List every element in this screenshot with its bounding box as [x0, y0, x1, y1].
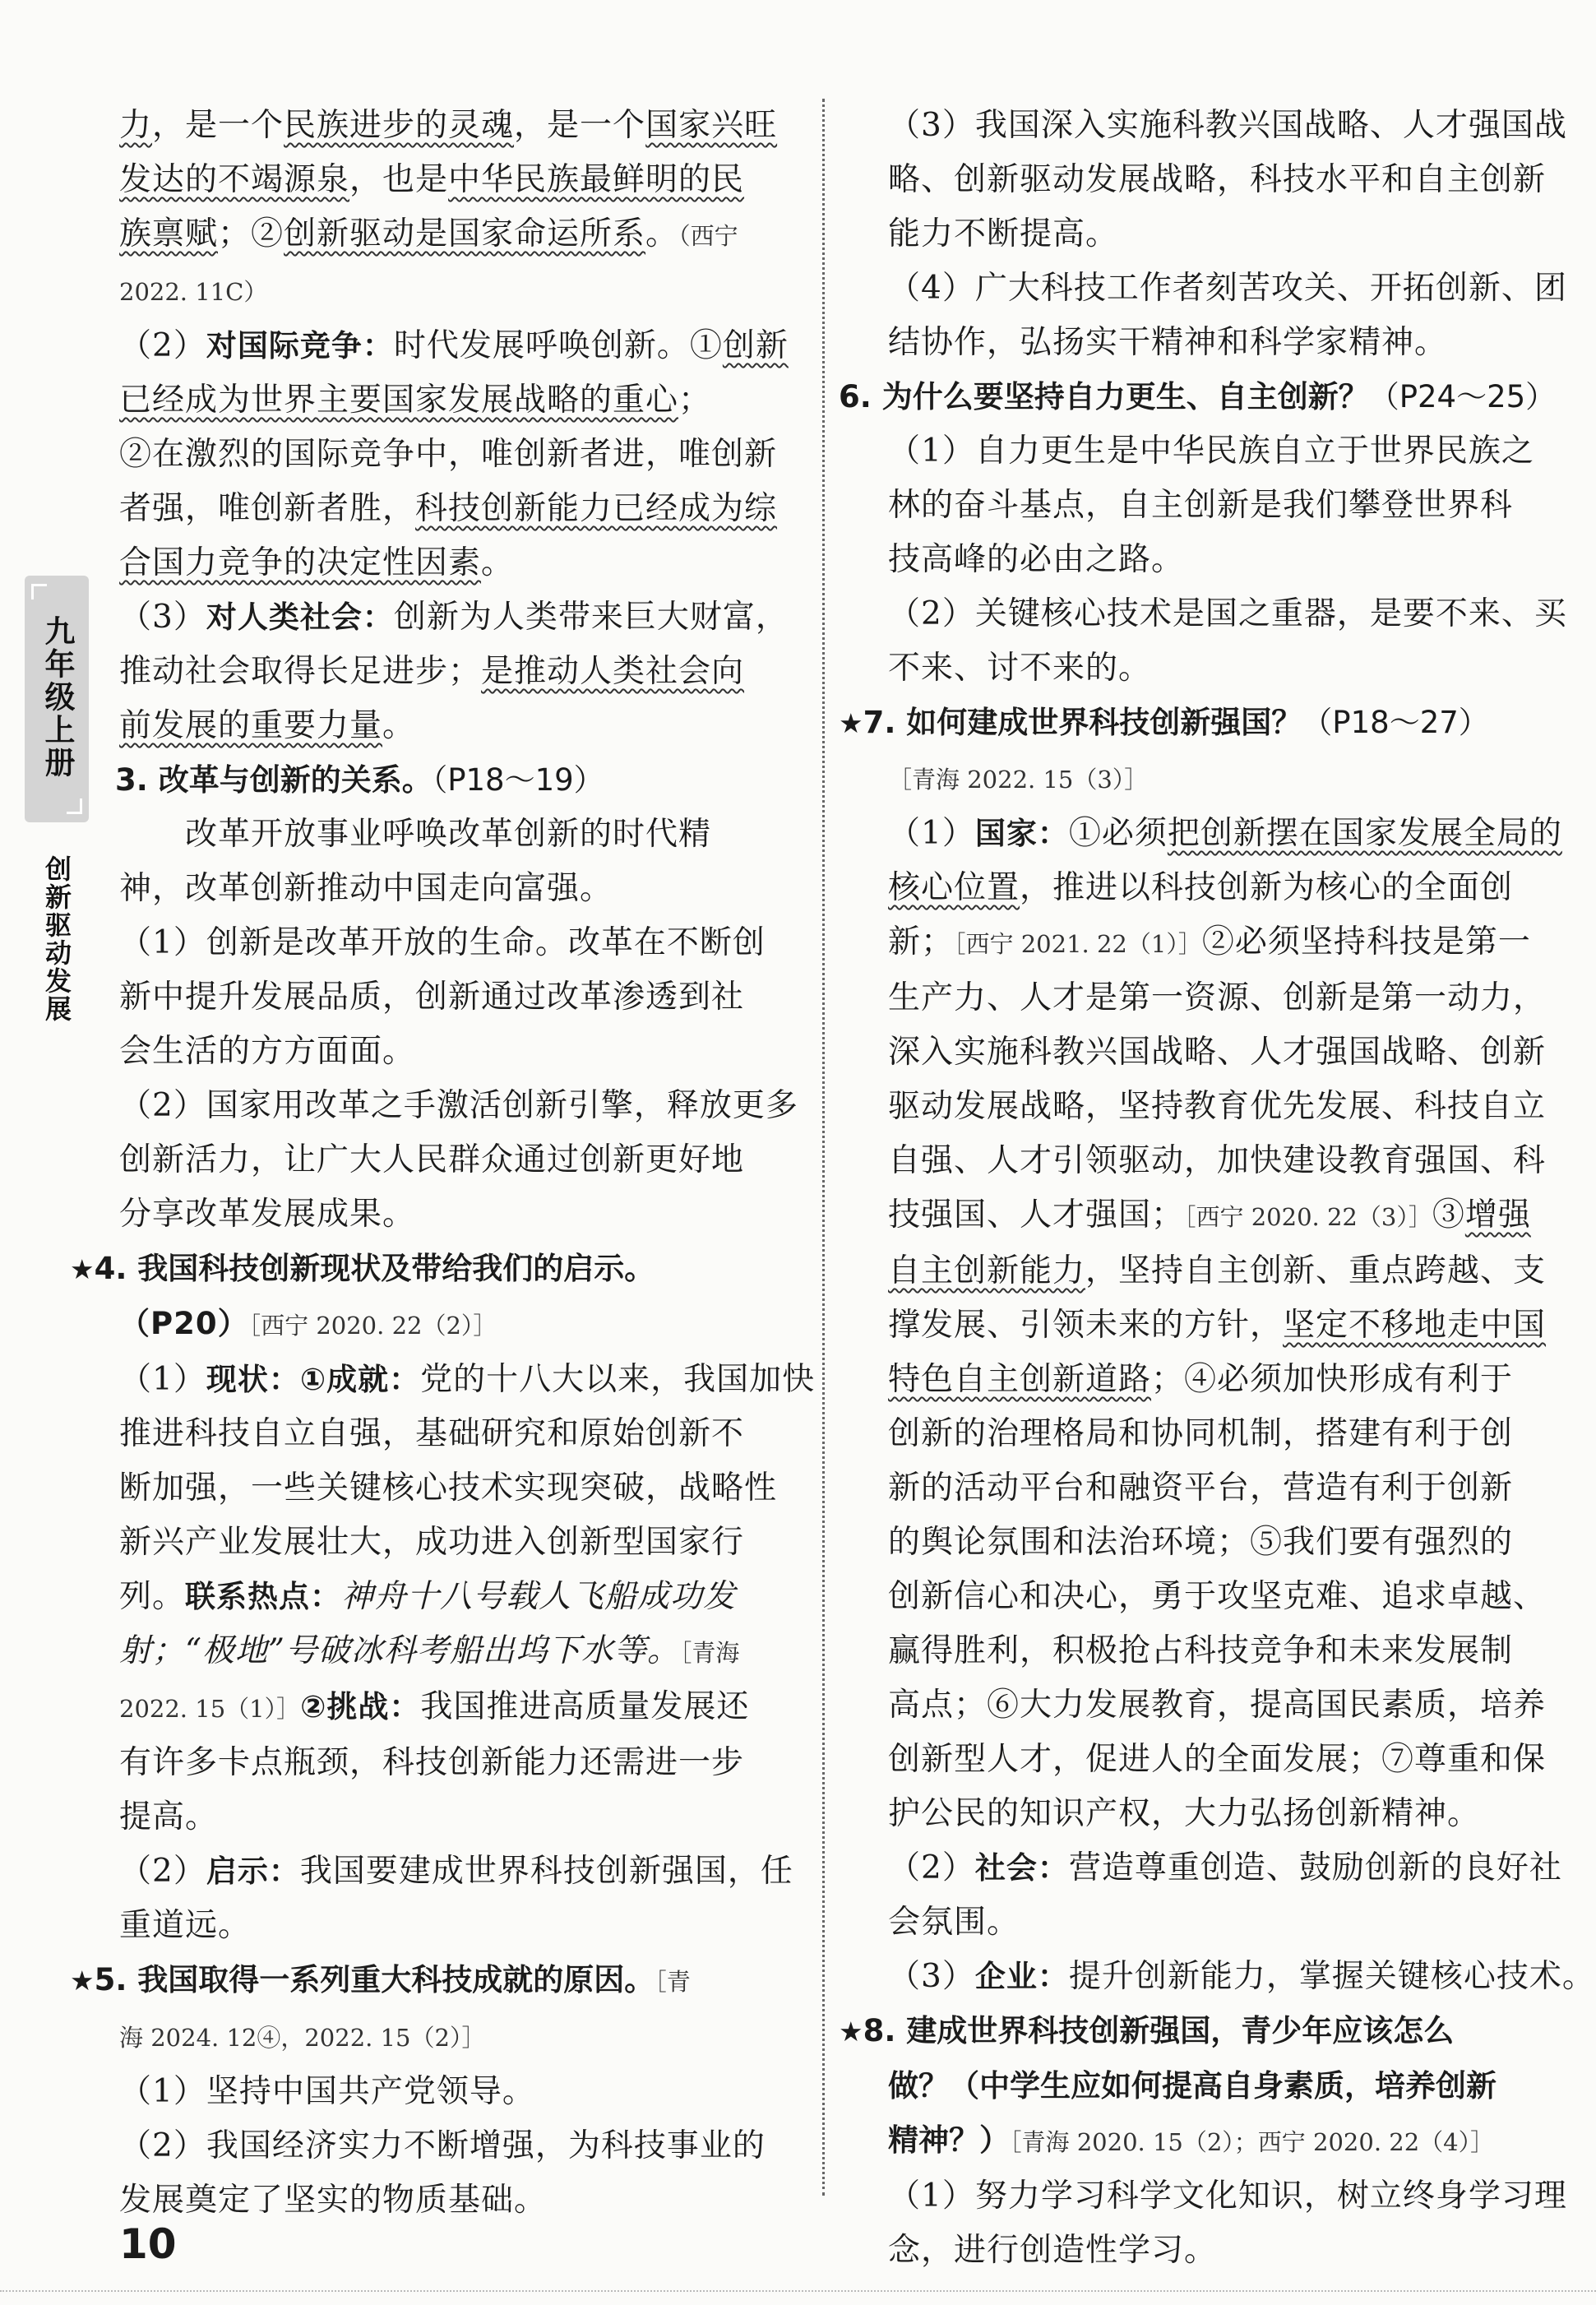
- text-line: 有许多卡点瓶颈，科技创新能力还需进一步: [119, 1744, 745, 1781]
- key-term: 对人类社会：: [206, 599, 394, 635]
- text-line: 族禀赋；②创新驱动是国家命运所系。（西宁: [119, 215, 738, 252]
- star-icon: ★: [70, 1965, 95, 1997]
- text-line: 深入实施科教兴国战略、人才强国战略、创新: [888, 1034, 1547, 1071]
- text-line: [843, 751, 1517, 807]
- column-divider: [822, 99, 825, 2196]
- text-line: 新的活动平台和融资平台，营造有利于创新: [888, 1470, 1514, 1507]
- source-ref: ［西宁 2020. 22（2）］: [248, 1312, 497, 1340]
- key-term: 社会：: [974, 1850, 1069, 1886]
- text-line: 发展奠定了坚实的物质基础。: [119, 2182, 548, 2219]
- text-line: [119, 263, 802, 319]
- text-line: 护公民的知识产权，大力弘扬创新精神。: [888, 1795, 1481, 1832]
- text-line: 自主创新能力，坚持自主创新、重点跨越、支: [888, 1252, 1547, 1289]
- key-term: 国家：: [974, 816, 1069, 851]
- text-line: 特色自主创新道路；④必须加快形成有利于: [888, 1361, 1514, 1398]
- text-line: 创新型人才，促进人的全面发展；⑦尊重和保: [888, 1741, 1547, 1778]
- text-line: （1）国家：①必须把创新摆在国家发展全局的: [888, 815, 1562, 852]
- text-line: 发达的不竭源泉，也是中华民族最鲜明的民: [119, 161, 745, 198]
- key-term: ②挑战：: [300, 1689, 421, 1724]
- bracket-corner-icon: [31, 584, 47, 599]
- text-line: 生产力、人才是第一资源、创新是第一动力，: [888, 979, 1547, 1016]
- text-line: 创新信心和决心，勇于攻坚克难、追求卓越、: [888, 1578, 1547, 1615]
- question-8-heading: ★8. 建成世界科技创新强国，青少年应该怎么: [839, 2013, 1455, 2048]
- text-line: 新；［西宁 2021. 22（1）］②必须坚持科技是第一: [888, 923, 1531, 960]
- side-tab: [25, 576, 89, 822]
- bracket-corner-icon: [67, 798, 82, 814]
- text-line: 驱动发展战略，坚持教育优先发展、科技自立: [888, 1088, 1547, 1125]
- text-line: （1）现状：①成就：党的十八大以来，我国加快: [119, 1361, 816, 1398]
- source-ref: 海 2024. 12④，2022. 15（2）］: [119, 2024, 486, 2052]
- text-line: 略、创新驱动发展战略，科技水平和自主创新: [888, 161, 1547, 198]
- text-line: 赢得胜利，积极抢占科技竞争和未来发展制: [888, 1632, 1514, 1669]
- source-ref: ［青海 2022. 15（3）］: [888, 766, 1149, 794]
- text-line: （2）关键核心技术是国之重器，是要不来、买: [888, 595, 1567, 632]
- question-7-heading: ★7. 如何建成世界科技创新强国？（P18～27）: [839, 705, 1489, 740]
- text-line: 自强、人才引领驱动，加快建设教育强国、科: [888, 1142, 1547, 1179]
- text-line: 改革开放事业呼唤改革创新的时代精: [185, 816, 712, 853]
- text-line: 列。联系热点：神舟十八号载人飞船成功发: [119, 1578, 737, 1615]
- text-line: 新兴产业发展壮大，成功进入创新型国家行: [119, 1524, 745, 1561]
- question-6-heading: 6. 为什么要坚持自力更生、自主创新？（P24～25）: [839, 379, 1557, 414]
- key-term: 联系热点：: [185, 1579, 342, 1614]
- text-line: 创新活力，让广大人民群众通过创新更好地: [119, 1141, 745, 1178]
- text-line: 核心位置，推进以科技创新为核心的全面创: [888, 869, 1514, 906]
- text-line: （3）企业：提升创新能力，掌握关键核心技术。: [888, 1958, 1595, 1995]
- text-line: 重道远。: [119, 1907, 252, 1944]
- text-line: 技强国、人才强国；［西宁 2020. 22（3）］③增强: [888, 1196, 1531, 1233]
- text-line: 分享改革发展成果。: [119, 1196, 416, 1233]
- text-line: 的舆论氛围和法治环境；⑤我们要有强烈的: [888, 1524, 1514, 1561]
- bottom-rule: [0, 2290, 1596, 2292]
- star-icon: ★: [70, 1253, 95, 1285]
- text-line: 会氛围。: [888, 1904, 1020, 1941]
- key-term: 现状：①成就：: [206, 1362, 421, 1397]
- text-line: 高点；⑥大力发展教育，提高国民素质，培养: [888, 1687, 1547, 1724]
- text-line: 技高峰的必由之路。: [888, 541, 1185, 578]
- key-term: 企业：: [974, 1959, 1069, 1994]
- chapter-label: 创新驱动发展: [41, 855, 72, 1023]
- text-line: （1）创新是改革开放的生命。改革在不断创: [119, 924, 766, 961]
- text-line: 2022. 15（1）］②挑战：我国推进高质量发展还: [119, 1688, 750, 1725]
- text-line: 射；“极地”号破冰科考船出坞下水等。［青海: [119, 1632, 740, 1669]
- page-number: 10: [119, 2220, 177, 2268]
- text-line: （2）我国经济实力不断增强，为科技事业的: [119, 2127, 766, 2164]
- source-ref: 2022. 11C）: [119, 278, 268, 306]
- left-column: [70, 99, 816, 2228]
- text-line: （1）坚持中国共产党领导。: [119, 2073, 535, 2110]
- source-ref: ［西宁 2020. 22（3）］: [1184, 1203, 1432, 1231]
- text-line: 者强，唯创新者胜，科技创新能力已经成为综: [119, 490, 778, 527]
- text-line: （3）对人类社会：创新为人类带来巨大财富，: [119, 599, 789, 636]
- text-line: 会生活的方方面面。: [119, 1033, 416, 1070]
- text-line: （1）自力更生是中华民族自立于世界民族之: [888, 433, 1534, 470]
- text-line: 力，是一个民族进步的灵魂，是一个国家兴旺: [119, 107, 778, 144]
- key-term: 对国际竞争：: [206, 328, 394, 363]
- text-line: 推进科技自立自强，基础研究和原始创新不: [119, 1415, 745, 1452]
- text-line: 已经成为世界主要国家发展战略的重心；: [119, 382, 712, 419]
- question-8-heading-line3: 精神？）［青海 2020. 15（2）；西宁 2020. 22（4）］: [888, 2122, 1495, 2158]
- text-line: （3）我国深入实施科教兴国战略、人才强国战: [888, 107, 1567, 144]
- text-line: （4）广大科技工作者刻苦攻关、开拓创新、团: [888, 270, 1567, 307]
- text-line: 提高。: [119, 1798, 219, 1835]
- source-ref: 2022. 15（1）］: [119, 1695, 301, 1723]
- source-ref: （西宁: [678, 222, 738, 250]
- question-3-heading: 3. 改革与创新的关系。（P18～19）: [115, 762, 604, 798]
- text-line: （2）启示：我国要建成世界科技创新强国，任: [119, 1853, 793, 1890]
- key-term: 启示：: [206, 1854, 300, 1889]
- text-line: 合国力竞争的决定性因素。: [119, 544, 515, 581]
- text-line: 念，进行创造性学习。: [888, 2232, 1218, 2269]
- text-line: 前发展的重要力量。: [119, 707, 416, 744]
- text-line: （2）对国际竞争：时代发展呼唤创新。①创新: [119, 327, 789, 364]
- question-5-heading: ★5. 我国取得一系列重大科技成就的原因。［青: [70, 1962, 691, 1997]
- text-line: （P20）［西宁 2020. 22（2）］: [119, 1306, 497, 1341]
- text-line: 神，改革创新推动中国走向富强。: [119, 870, 613, 907]
- star-icon: ★: [839, 707, 863, 739]
- text-line: （1）努力学习科学文化知识，树立终身学习理: [888, 2178, 1567, 2215]
- text-line: （2）国家用改革之手激活创新引擎，释放更多: [119, 1087, 798, 1124]
- text-line: 撑发展、引领未来的方针，坚定不移地走中国: [888, 1307, 1547, 1344]
- text-line: 能力不断提高。: [888, 215, 1119, 252]
- source-ref: ［青海: [679, 1639, 740, 1667]
- source-ref: ［青: [655, 1968, 691, 1996]
- grade-label: 九年级上册: [39, 615, 75, 780]
- star-icon: ★: [839, 2016, 863, 2048]
- text-line: 断加强，一些关键核心技术实现突破，战略性: [119, 1470, 778, 1507]
- text-line: 林的奋斗基点，自主创新是我们攀登世界科: [888, 487, 1514, 524]
- text-line: ②在激烈的国际竞争中，唯创新者进，唯创新: [119, 436, 778, 473]
- question-4-heading: ★4. 我国科技创新现状及带给我们的启示。: [70, 1251, 655, 1286]
- source-ref: ［青海 2020. 15（2）；西宁 2020. 22（4）］: [1010, 2128, 1495, 2156]
- text-line: 结协作，弘扬实干精神和科学家精神。: [888, 324, 1448, 361]
- text-line: 新中提升发展品质，创新通过改革渗透到社: [119, 979, 745, 1016]
- text-line: 不来、讨不来的。: [888, 650, 1152, 687]
- question-8-heading-line2: 做？（中学生应如何提高自身素质，培养创新: [888, 2068, 1497, 2104]
- text-line: 推动社会取得长足进步；是推动人类社会向: [119, 653, 745, 690]
- source-ref: ［西宁 2021. 22（1）］: [954, 930, 1202, 958]
- text-line: [119, 2009, 802, 2065]
- text-line: 创新的治理格局和协同机制，搭建有利于创: [888, 1415, 1514, 1452]
- text-line: （2）社会：营造尊重创造、鼓励创新的良好社: [888, 1849, 1562, 1886]
- right-column: [839, 99, 1595, 2278]
